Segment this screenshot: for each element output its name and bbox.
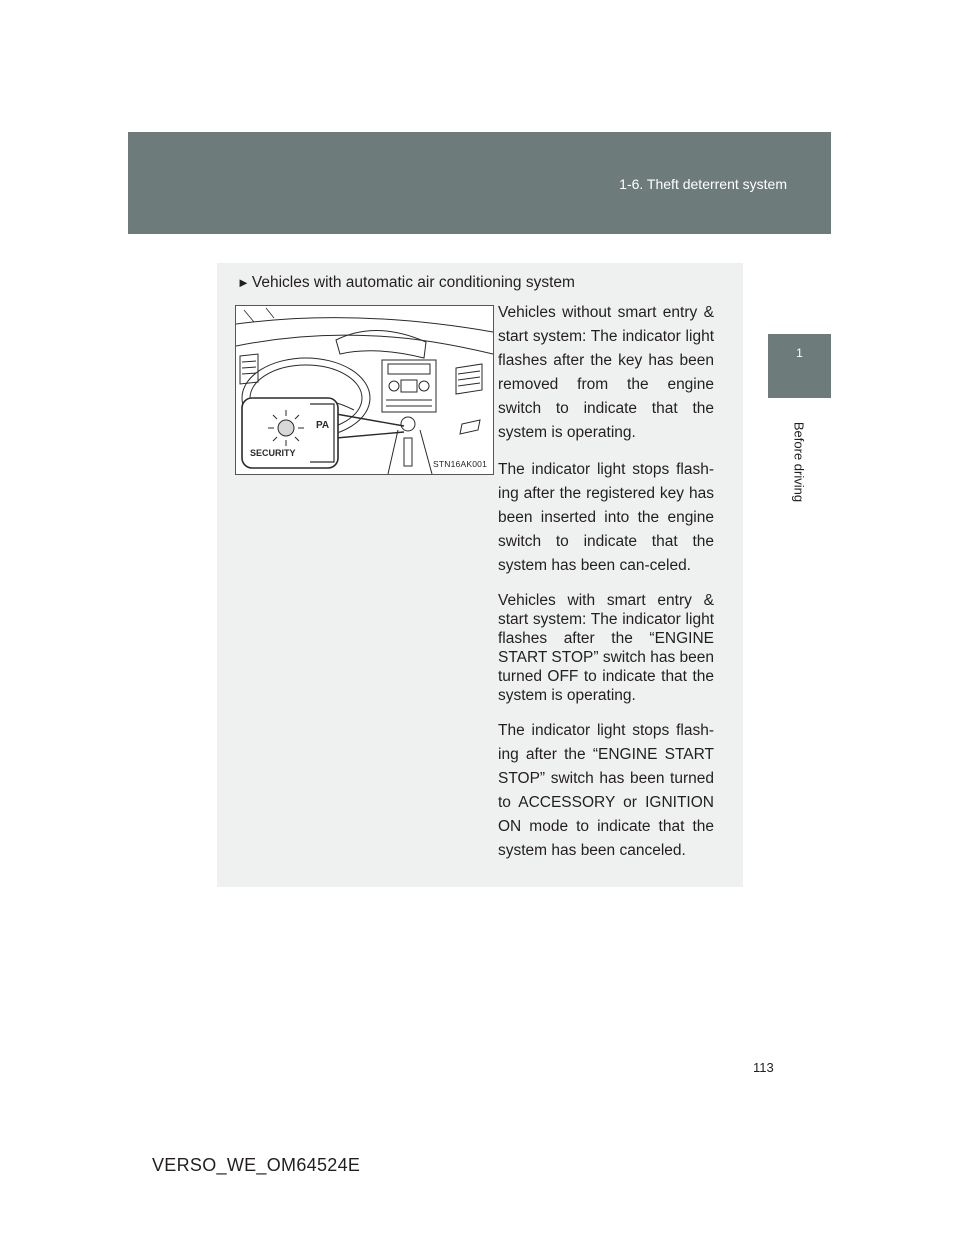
security-label — [250, 446, 316, 458]
section-title: 1-6. Theft deterrent system — [619, 176, 787, 192]
paragraph: The indicator light stops flash-ing after the “ENGINE START STOP” switch has been turned to ACCESSORY or IGNITION ON mode to indicate that the system has been canceled. — [498, 722, 714, 859]
chapter-label — [788, 414, 810, 510]
chapter-tab — [768, 334, 831, 398]
dashboard-illustration — [235, 305, 494, 475]
subheading-text: Vehicles with automatic air conditioning system — [251, 274, 575, 291]
paragraph: Vehicles without smart entry & start system: The indicator light flashes after the key has been removed from the engine switch to indicate that the system is operating. — [498, 304, 714, 441]
chapter-label-text: Before driving — [791, 421, 807, 503]
panel-subheading — [237, 274, 575, 292]
svg-text:PA: PA — [316, 420, 330, 431]
figure-code: STN16AK001 — [433, 459, 487, 469]
right-pointing-triangle-icon: ► — [237, 275, 250, 290]
page-number: 113 — [753, 1060, 774, 1075]
content-panel — [217, 263, 743, 887]
chapter-number: 1 — [796, 346, 803, 360]
body-text-column — [498, 301, 714, 876]
document-code: VERSO_WE_OM64524E — [152, 1155, 361, 1175]
paragraph: The indicator light stops flash-ing after the registered key has been inserted into the engine switch to indicate that the system has been can-celed. — [498, 461, 714, 574]
security-label-text: SECURITY — [250, 448, 296, 458]
header-band — [128, 132, 831, 234]
paragraph: Vehicles with smart entry & start system: The indicator light flashes after the “ENGINE START STOP” switch has been turned OFF to indicate that the system is operating. — [498, 592, 714, 704]
